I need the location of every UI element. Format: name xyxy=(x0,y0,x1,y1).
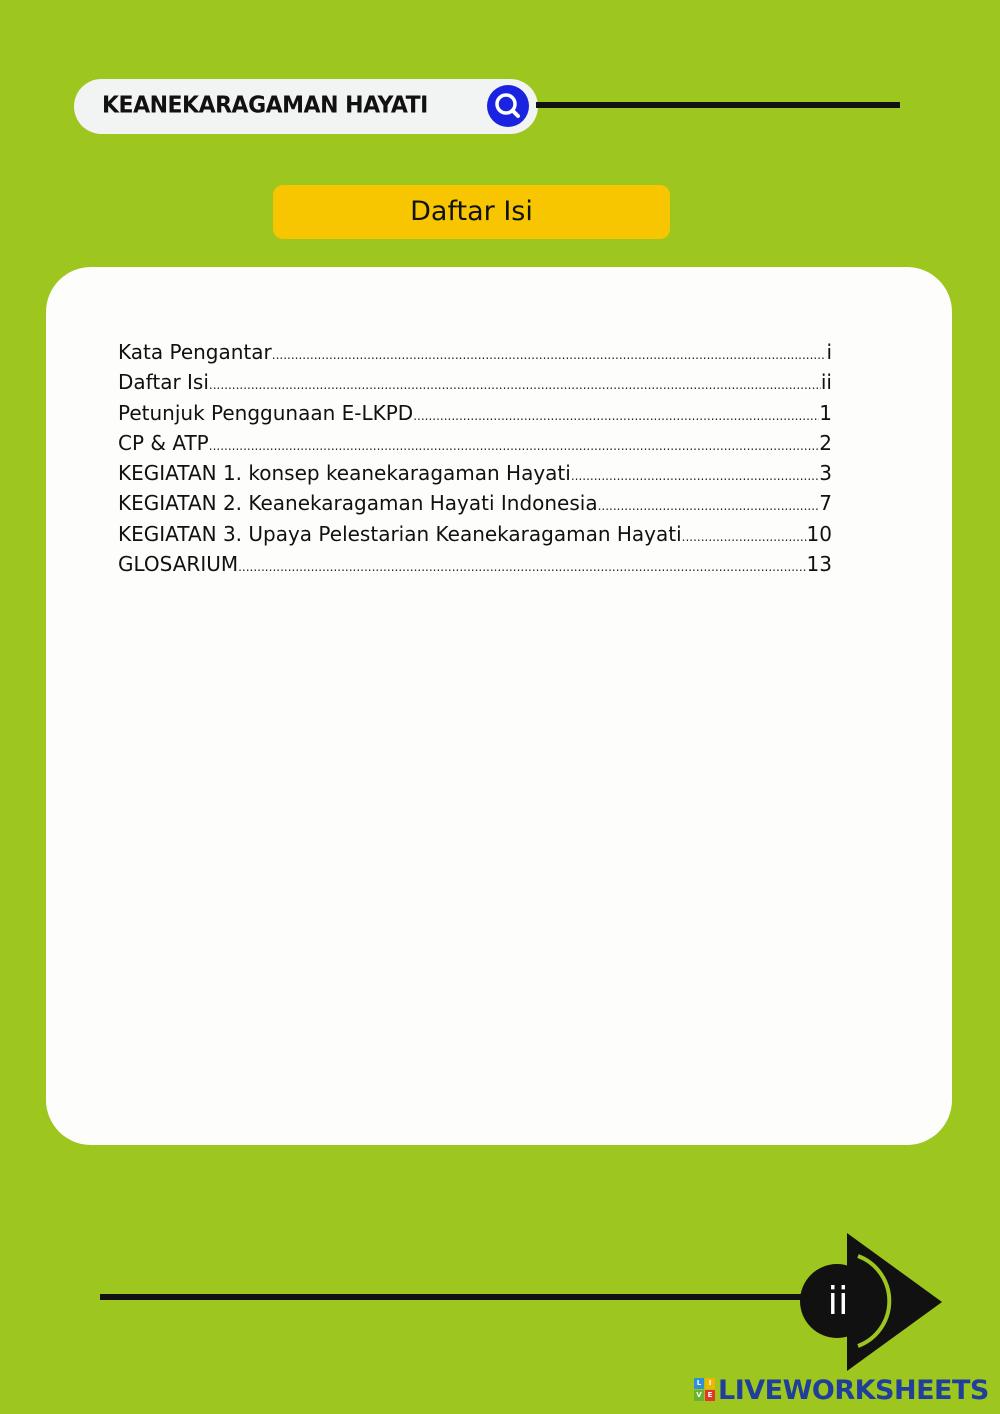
toc-leader-dots xyxy=(571,469,819,483)
toc-entry[interactable] xyxy=(118,401,832,431)
toc-entry-label: KEGIATAN 3. Upaya Pelestarian Keanekaragaman Hayati xyxy=(118,521,682,546)
toc-entry-page: 7 xyxy=(819,491,832,516)
toc-leader-dots xyxy=(209,378,821,392)
toc-entry[interactable] xyxy=(118,431,832,461)
toc-entry-page: 13 xyxy=(806,552,832,577)
toc-entry[interactable] xyxy=(118,340,832,370)
liveworksheets-logo xyxy=(694,1374,989,1406)
toc-leader-dots xyxy=(682,530,807,544)
toc-leader-dots xyxy=(272,348,827,362)
page-number: ii xyxy=(827,1279,849,1323)
toc-entry[interactable] xyxy=(118,461,832,491)
toc-entry-page: 2 xyxy=(819,430,832,455)
toc-entry[interactable] xyxy=(118,370,832,400)
liveworksheets-brand-text: LIVEWORKSHEETS xyxy=(718,1374,989,1406)
toc-entry-label: GLOSARIUM xyxy=(118,552,239,577)
toc-entry-page: i xyxy=(826,340,832,364)
toc-entry-label: CP & ATP xyxy=(118,430,209,455)
footer-divider-line xyxy=(100,1294,840,1300)
table-of-contents xyxy=(118,340,832,582)
toc-entry-page: 1 xyxy=(819,400,832,425)
toc-leader-dots xyxy=(598,499,820,513)
toc-entry-label: KEGIATAN 2. Keanekaragaman Hayati Indonesia xyxy=(118,491,598,516)
toc-entry-page: 10 xyxy=(806,521,832,546)
toc-entry-label: Kata Pengantar xyxy=(118,340,272,364)
toc-card xyxy=(46,267,952,1145)
toc-entry-label: Petunjuk Penggunaan E-LKPD xyxy=(118,400,414,425)
search-icon[interactable] xyxy=(487,85,529,127)
header-pill xyxy=(74,79,538,134)
header-divider-line xyxy=(536,102,900,108)
toc-entry[interactable] xyxy=(118,552,832,582)
header-title: KEANEKARAGAMAN HAYATI xyxy=(102,92,428,119)
toc-leader-dots xyxy=(238,560,806,574)
toc-leader-dots xyxy=(209,439,820,453)
toc-entry-label: Daftar Isi xyxy=(118,370,209,395)
toc-entry-label: KEGIATAN 1. konsep keanekaragaman Hayati xyxy=(118,461,571,486)
liveworksheets-logo-icon: L I V E xyxy=(694,1378,716,1402)
toc-entry-page: ii xyxy=(820,370,832,395)
toc-entry[interactable] xyxy=(118,491,832,521)
toc-leader-dots xyxy=(413,409,819,423)
section-title: Daftar Isi xyxy=(273,185,670,239)
toc-entry[interactable] xyxy=(118,522,832,552)
toc-entry-page: 3 xyxy=(819,461,832,486)
